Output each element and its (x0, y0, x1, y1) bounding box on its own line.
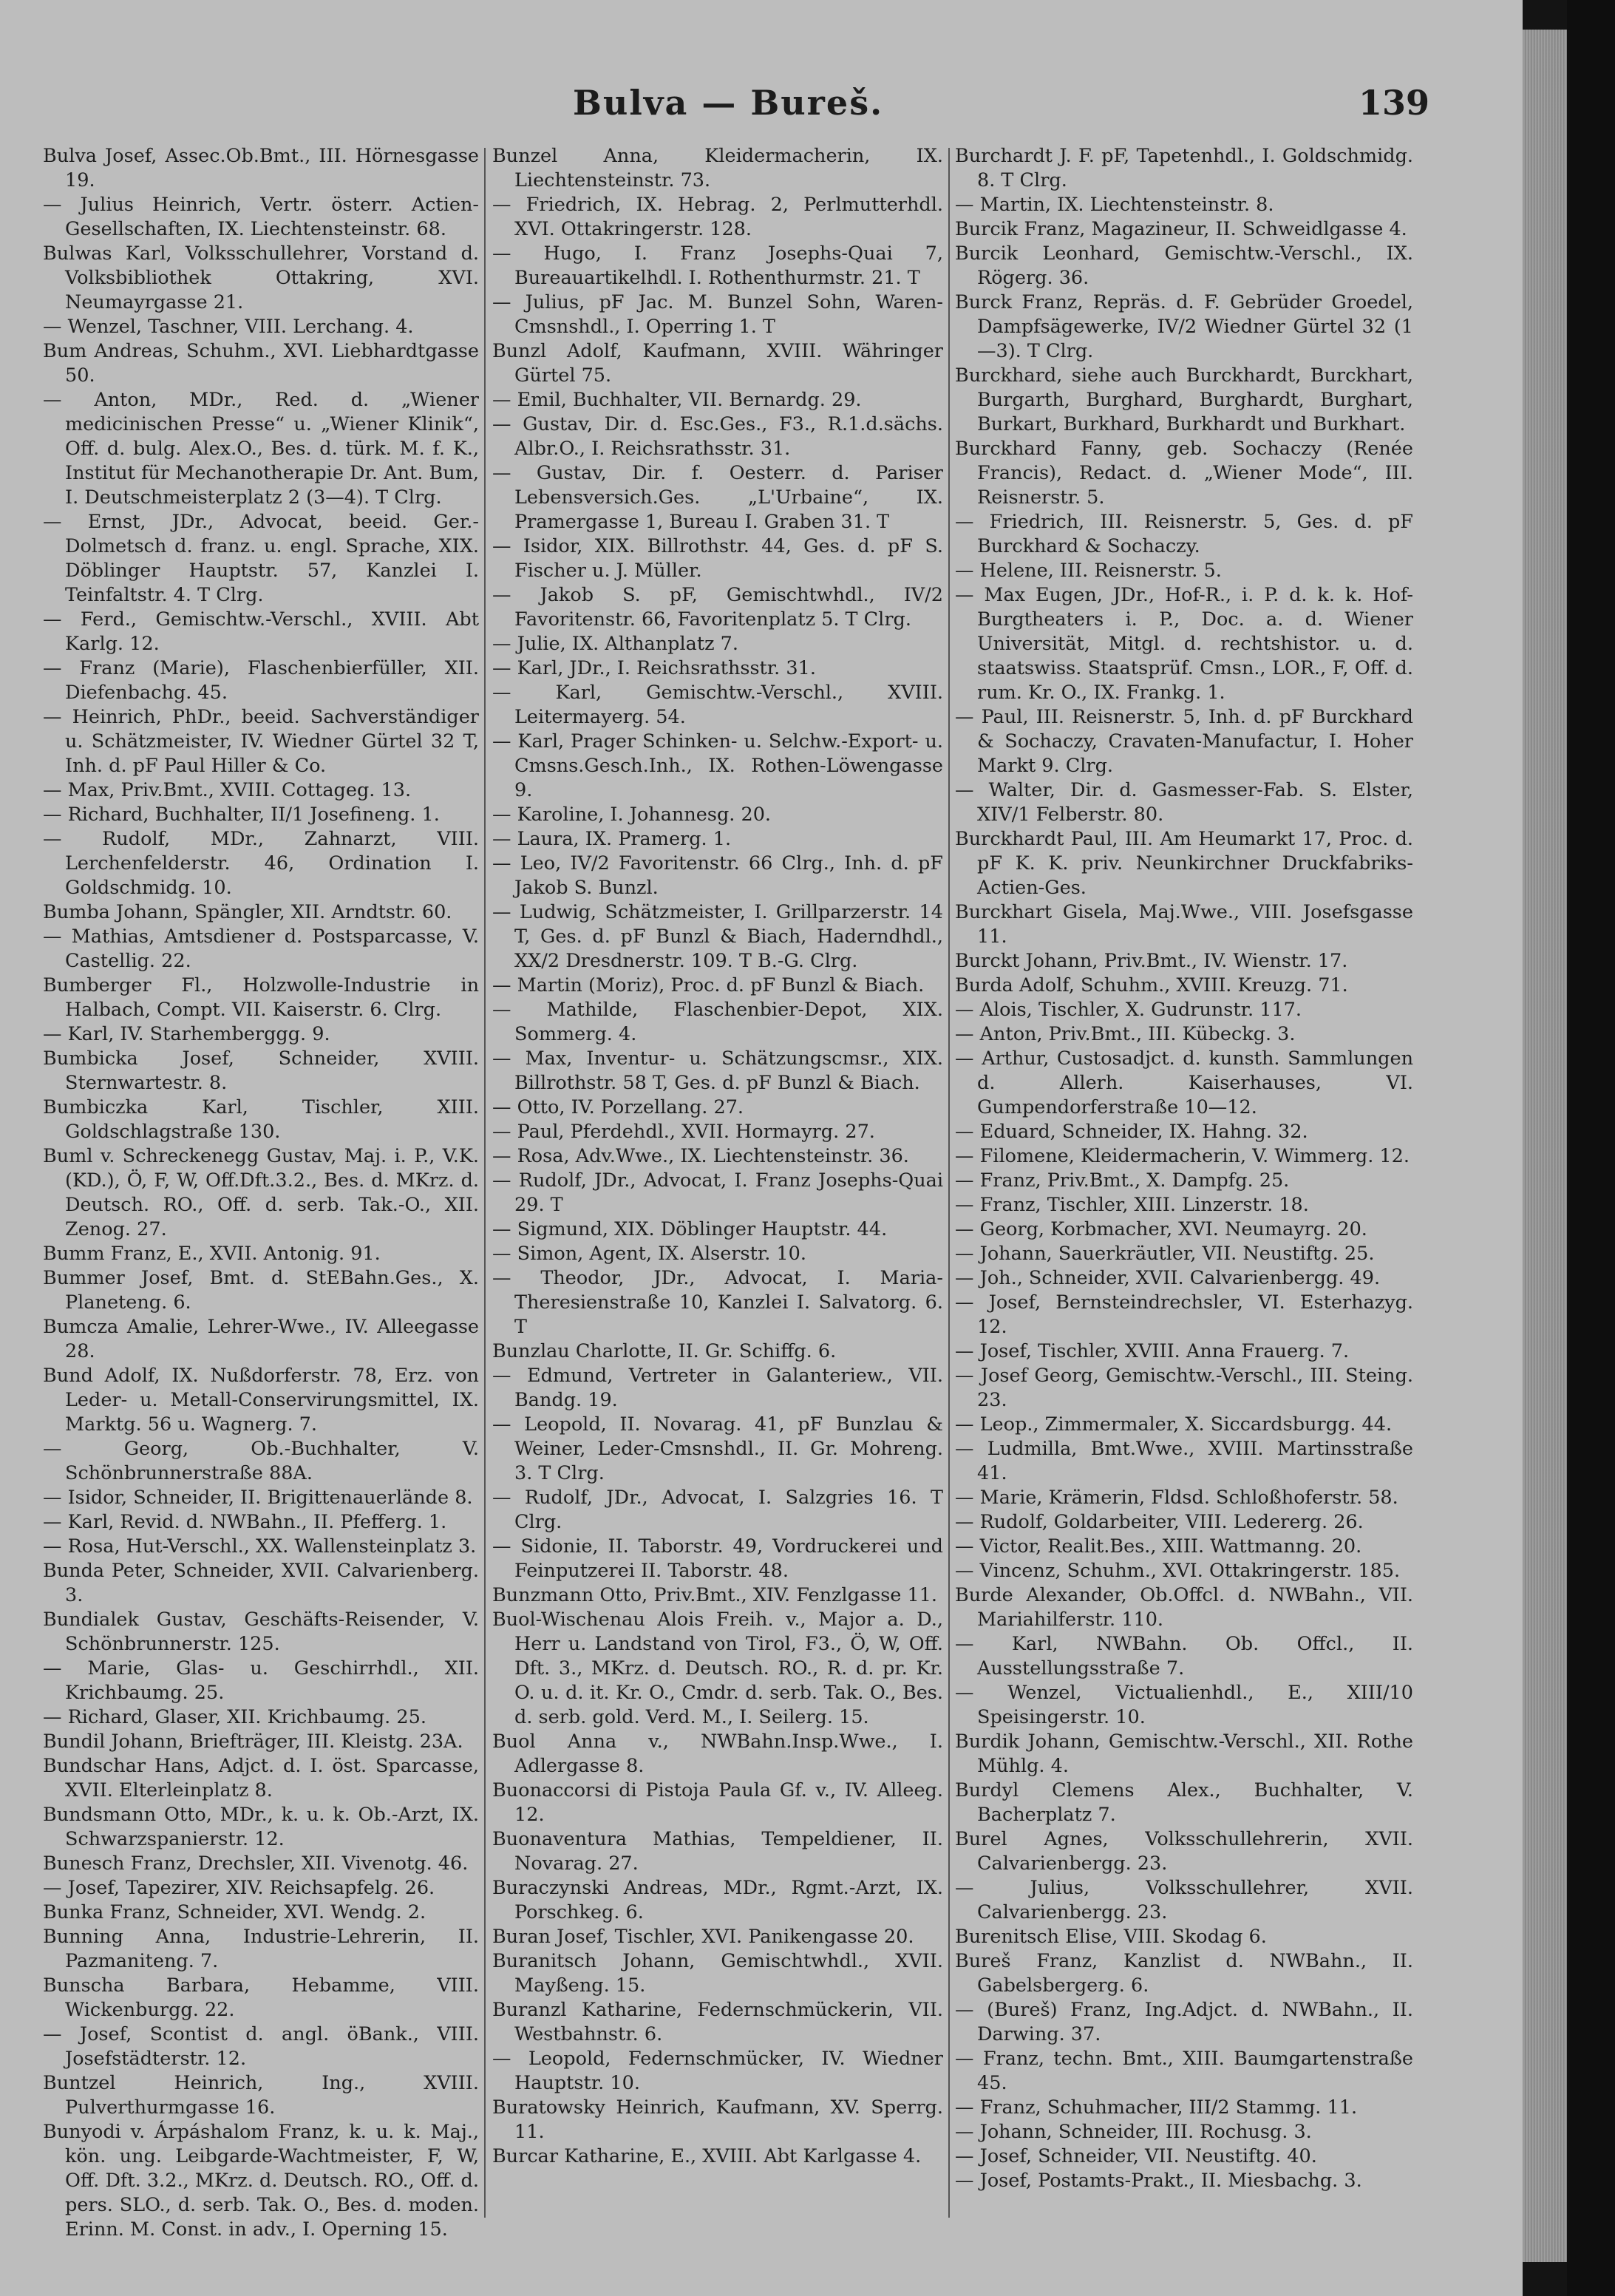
directory-entry: — Julie, IX. Althanplatz 7. (492, 633, 738, 655)
directory-entry: Bundschar Hans, Adjct. d. I. öst. Sparcasse, XVII. Elterleinplatz 8. (43, 1755, 479, 1801)
directory-entry: Burdik Johann, Gemischtw.-Verschl., XII. Rothe Mühlg. 4. (955, 1731, 1413, 1777)
directory-entry: — Mathias, Amtsdiener d. Postsparcasse, V. Castellig. 22. (43, 925, 479, 972)
directory-entry: — Josef, Postamts-Prakt., II. Miesbachg. 3. (955, 2170, 1362, 2192)
directory-entry: — Edmund, Vertreter in Galanteriew., VII. Bandg. 19. (492, 1365, 943, 1411)
directory-entry: — Rudolf, JDr., Advocat, I. Franz Josephs-Quai 29. T (492, 1169, 943, 1216)
directory-entry: — Leopold, Federnschmücker, IV. Wiedner Hauptstr. 10. (492, 2048, 943, 2094)
directory-entry: Bumbicka Josef, Schneider, XVIII. Sternwartestr. 8. (43, 1047, 479, 1094)
directory-entry: — Leopold, II. Novarag. 41, pF Bunzlau & Weiner, Leder-Cmsnshdl., II. Gr. Mohreng. 3. T Clrg. (492, 1413, 943, 1484)
directory-entry: — Rosa, Hut-Verschl., XX. Wallensteinplatz 3. (43, 1535, 477, 1558)
column-rule (948, 148, 950, 2218)
directory-entry: — Karl, Revid. d. NWBahn., II. Pfefferg. 1. (43, 1511, 447, 1533)
directory-entry: — Rudolf, MDr., Zahnarzt, VIII. Lerchenfelderstr. 46, Ordination I. Goldschmidg. 10. (43, 828, 479, 899)
directory-entry: — Simon, Agent, IX. Alserstr. 10. (492, 1243, 806, 1265)
directory-entry: — Rosa, Adv.Wwe., IX. Liechtensteinstr. 36. (492, 1145, 909, 1167)
directory-entry: — Anton, MDr., Red. d. „Wiener medicinischen Presse“ u. „Wiener Klinik“, Off. d. bulg. Alex.O., Bes. d. türk. M. f. K., Institut für Mechanotherapie Dr. Ant. Bum, I. Deutschmeisterplatz 2 (3—4). T Clrg. (43, 389, 479, 509)
directory-entry: — Martin, IX. Liechtensteinstr. 8. (955, 194, 1274, 216)
directory-entry: — Franz, Priv.Bmt., X. Dampfg. 25. (955, 1169, 1290, 1192)
directory-entry: Bum Andreas, Schuhm., XVI. Liebhardtgasse 50. (43, 340, 479, 387)
directory-entry: — Walter, Dir. d. Gasmesser-Fab. S. Elster, XIV/1 Felberstr. 80. (955, 779, 1413, 826)
directory-entry: Burel Agnes, Volksschullehrerin, XVII. Calvarienbergg. 23. (955, 1828, 1413, 1875)
directory-entry: — Eduard, Schneider, IX. Hahng. 32. (955, 1121, 1308, 1143)
directory-entry: — Karl, Prager Schinken- u. Selchw.-Export- u. Cmsns.Gesch.Inh., IX. Rothen-Löwengasse 9. (492, 730, 943, 801)
directory-entry: — Paul, Pferdehdl., XVII. Hormayrg. 27. (492, 1121, 875, 1143)
directory-entry: — Friedrich, IX. Hebrag. 2, Perlmutterhdl. XVI. Ottakringerstr. 128. (492, 194, 943, 240)
directory-entry: — Max Eugen, JDr., Hof-R., i. P. d. k. k. Hof-Burgtheaters i. P., Doc. a. d. Wiener Universität, Mitgl. d. rechtshistor. u. d. staatswiss. Staatsprüf. Cmsn., LOR., F, Off. d. rum. Kr. O., IX. Frankg. 1. (955, 584, 1413, 704)
directory-entry: — Richard, Glaser, XII. Krichbaumg. 25. (43, 1706, 426, 1728)
directory-entry: Burckhard Fanny, geb. Sochaczy (Renée Francis), Redact. d. „Wiener Mode“, III. Reisnerstr. 5. (955, 438, 1413, 509)
directory-entry: Bunka Franz, Schneider, XVI. Wendg. 2. (43, 1901, 426, 1923)
background-shadow (1567, 0, 1615, 2296)
directory-entry: — Richard, Buchhalter, II/1 Josefineng. 1. (43, 804, 440, 826)
directory-entry: Burcik Leonhard, Gemischtw.-Verschl., IX. Rögerg. 36. (955, 242, 1413, 289)
directory-entry: — Mathilde, Flaschenbier-Depot, XIX. Sommerg. 4. (492, 999, 943, 1045)
directory-entry: Bulva Josef, Assec.Ob.Bmt., III. Hörnesgasse 19. (43, 145, 479, 191)
directory-entry: — Martin (Moriz), Proc. d. pF Bunzl & Biach. (492, 974, 925, 996)
directory-entry: — Karoline, I. Johannesg. 20. (492, 804, 772, 826)
directory-entry: — Karl, IV. Starhemberggg. 9. (43, 1023, 330, 1045)
directory-entry: Bunyodi v. Árpáshalom Franz, k. u. k. Maj., kön. ung. Leibgarde-Wachtmeister, F, W, Off. Dft. 3.2., MKrz. d. Deutsch. RO., Off. d. pers. SLO., d. serb. Tak. O., Bes. d. moden. Erinn. M. Const. in adv., I. Operning 15. (43, 2121, 479, 2241)
directory-entry: Bumm Franz, E., XVII. Antonig. 91. (43, 1243, 381, 1265)
directory-entry: Bunzel Anna, Kleidermacherin, IX. Liechtensteinstr. 73. (492, 145, 943, 191)
page-number: 139 (1359, 83, 1430, 123)
directory-entry: Buratowsky Heinrich, Kaufmann, XV. Sperrg. 11. (492, 2096, 943, 2143)
directory-entry: Bundil Johann, Briefträger, III. Kleistg. 23A. (43, 1731, 463, 1753)
directory-entry: Buran Josef, Tischler, XVI. Panikengasse 20. (492, 1926, 914, 1948)
column-rule (484, 148, 486, 2218)
directory-entry: — Wenzel, Taschner, VIII. Lerchang. 4. (43, 316, 414, 338)
directory-entry: Burenitsch Elise, VIII. Skodag 6. (955, 1926, 1267, 1948)
directory-entry: — Alois, Tischler, X. Gudrunstr. 117. (955, 999, 1302, 1021)
directory-entry: — Victor, Realit.Bes., XIII. Wattmanng. 20. (955, 1535, 1362, 1558)
directory-entry: Bureš Franz, Kanzlist d. NWBahn., II. Gabelsbergerg. 6. (955, 1950, 1413, 1997)
directory-entry: Buol-Wischenau Alois Freih. v., Major a. D., Herr u. Landstand von Tirol, F3., Ö, W, Off. Dft. 3., MKrz. d. Deutsch. RO., R. d. pr. Kr. O. u. d. it. Kr. O., Cmdr. d. serb. Tak. O., Bes. d. serb. gold. Verd. M., I. Seilerg. 15. (492, 1609, 943, 1728)
directory-entry: Bundialek Gustav, Geschäfts-Reisender, V. Schönbrunnerstr. 125. (43, 1609, 479, 1655)
directory-entry: Bunesch Franz, Drechsler, XII. Vivenotg. 46. (43, 1852, 469, 1875)
directory-entry: — Leop., Zimmermaler, X. Siccardsburgg. 44. (955, 1413, 1393, 1436)
directory-entry: — Franz (Marie), Flaschenbierfüller, XII. Diefenbachg. 45. (43, 657, 479, 704)
directory-entry: Bunzlau Charlotte, II. Gr. Schiffg. 6. (492, 1340, 837, 1362)
directory-entry: Burcik Franz, Magazineur, II. Schweidlgasse 4. (955, 218, 1407, 240)
directory-entry: — Karl, JDr., I. Reichsrathsstr. 31. (492, 657, 816, 679)
directory-entry: Buonaccorsi di Pistoja Paula Gf. v., IV. Alleeg. 12. (492, 1779, 943, 1826)
directory-entry: — Franz, Schuhmacher, III/2 Stammg. 11. (955, 2096, 1358, 2119)
directory-entry: — Paul, III. Reisnerstr. 5, Inh. d. pF Burckhard & Sochaczy, Cravaten-Manufactur, I. Hoher Markt 9. Clrg. (955, 706, 1413, 777)
directory-entry: — Josef, Tapezirer, XIV. Reichsapfelg. 26. (43, 1877, 435, 1899)
directory-entry: — Emil, Buchhalter, VII. Bernardg. 29. (492, 389, 862, 411)
directory-entry: — Friedrich, III. Reisnerstr. 5, Ges. d. pF Burckhard & Sochaczy. (955, 511, 1413, 557)
directory-entry: — Rudolf, Goldarbeiter, VIII. Ledererg. 26. (955, 1511, 1364, 1533)
directory-entry: — Max, Priv.Bmt., XVIII. Cottageg. 13. (43, 779, 412, 801)
directory-entry: — Julius, pF Jac. M. Bunzel Sohn, Waren-Cmsnshdl., I. Operring 1. T (492, 291, 943, 338)
directory-entry: Bunzmann Otto, Priv.Bmt., XIV. Fenzlgasse 11. (492, 1584, 938, 1606)
directory-entry: — Franz, Tischler, XIII. Linzerstr. 18. (955, 1194, 1309, 1216)
directory-entry: — Josef Georg, Gemischtw.-Verschl., III. Steing. 23. (955, 1365, 1413, 1411)
directory-entry: Buraczynski Andreas, MDr., Rgmt.-Arzt, IX. Porschkeg. 6. (492, 1877, 943, 1923)
directory-entry: — Josef, Schneider, VII. Neustiftg. 40. (955, 2145, 1317, 2167)
directory-entry: — Josef, Tischler, XVIII. Anna Frauerg. 7. (955, 1340, 1350, 1362)
directory-entry: Burchardt J. F. pF, Tapetenhdl., I. Goldschmidg. 8. T Clrg. (955, 145, 1413, 191)
directory-entry: Burck Franz, Repräs. d. F. Gebrüder Groedel, Dampfsägewerke, IV/2 Wiedner Gürtel 32 (1—3). T Clrg. (955, 291, 1413, 362)
directory-entry: — Sigmund, XIX. Döblinger Hauptstr. 44. (492, 1218, 888, 1240)
directory-entry: — Filomene, Kleidermacherin, V. Wimmerg. 12. (955, 1145, 1410, 1167)
directory-entry: Bund Adolf, IX. Nußdorferstr. 78, Erz. von Leder- u. Metall-Conservirungsmittel, IX. Marktg. 56 u. Wagnerg. 7. (43, 1365, 479, 1436)
column-2 (492, 144, 943, 2266)
directory-entry: Bunning Anna, Industrie-Lehrerin, II. Pazmaniteng. 7. (43, 1926, 479, 1972)
directory-entry: Buml v. Schreckenegg Gustav, Maj. i. P., V.K. (KD.), Ö, F, W, Off.Dft.3.2., Bes. d. MKrz. d. Deutsch. RO., Off. d. serb. Tak.-O., XII. Zenog. 27. (43, 1145, 479, 1240)
directory-entry: — Max, Inventur- u. Schätzungscmsr., XIX. Billrothstr. 58 T, Ges. d. pF Bunzl & Biach. (492, 1047, 943, 1094)
directory-entry: — Ludmilla, Bmt.Wwe., XVIII. Martinsstraße 41. (955, 1438, 1413, 1484)
directory-entry: Bumbiczka Karl, Tischler, XIII. Goldschlagstraße 130. (43, 1096, 479, 1143)
directory-entry: — Anton, Priv.Bmt., III. Kübeckg. 3. (955, 1023, 1296, 1045)
directory-entry: Burdyl Clemens Alex., Buchhalter, V. Bacherplatz 7. (955, 1779, 1413, 1826)
directory-entry: Bundsmann Otto, MDr., k. u. k. Ob.-Arzt, IX. Schwarzspanierstr. 12. (43, 1804, 479, 1850)
directory-entry: — Josef, Bernsteindrechsler, VI. Esterhazyg. 12. (955, 1291, 1413, 1338)
directory-entry: — Marie, Krämerin, Fldsd. Schloßhoferstr. 58. (955, 1487, 1398, 1509)
directory-entry: Burckhart Gisela, Maj.Wwe., VIII. Josefsgasse 11. (955, 901, 1413, 948)
directory-entry: — Laura, IX. Pramerg. 1. (492, 828, 732, 850)
directory-entry: Burckt Johann, Priv.Bmt., IV. Wienstr. 17. (955, 950, 1348, 972)
directory-entry: — Franz, techn. Bmt., XIII. Baumgartenstraße 45. (955, 2048, 1413, 2094)
directory-entry: — Sidonie, II. Taborstr. 49, Vordruckerei und Feinputzerei II. Taborstr. 48. (492, 1535, 943, 1582)
directory-entry: — Julius, Volksschullehrer, XVII. Calvarienbergg. 23. (955, 1877, 1413, 1923)
directory-entry: Bumberger Fl., Holzwolle-Industrie in Halbach, Compt. VII. Kaiserstr. 6. Clrg. (43, 974, 479, 1021)
directory-entry: — Marie, Glas- u. Geschirrhdl., XII. Krichbaumg. 25. (43, 1657, 479, 1704)
directory-entry: Burcar Katharine, E., XVIII. Abt Karlgasse 4. (492, 2145, 922, 2167)
directory-entry: — Georg, Ob.-Buchhalter, V. Schönbrunnerstraße 88A. (43, 1438, 479, 1484)
directory-entry: — Vincenz, Schuhm., XVI. Ottakringerstr. 185. (955, 1560, 1401, 1582)
directory-entry: — Karl, NWBahn. Ob. Offcl., II. Ausstellungsstraße 7. (955, 1633, 1413, 1679)
directory-entry: — Josef, Scontist d. angl. öBank., VIII. Josefstädterstr. 12. (43, 2023, 479, 2070)
directory-entry: — Gustav, Dir. f. Oesterr. d. Pariser Lebensversich.Ges. „L'Urbaine“, IX. Pramergasse 1, Bureau I. Graben 31. T (492, 462, 943, 533)
directory-entry: — Ferd., Gemischtw.-Verschl., XVIII. Abt Karlg. 12. (43, 608, 479, 655)
directory-entry: Bummer Josef, Bmt. d. StEBahn.Ges., X. Planeteng. 6. (43, 1267, 479, 1314)
directory-entry: — Ludwig, Schätzmeister, I. Grillparzerstr. 14 T, Ges. d. pF Bunzl & Biach, Haderndhdl., XX/2 Dresdnerstr. 109. T B.-G. Clrg. (492, 901, 943, 972)
directory-entry: Bunscha Barbara, Hebamme, VIII. Wickenburgg. 22. (43, 1974, 479, 2021)
directory-entry: — Otto, IV. Porzellang. 27. (492, 1096, 744, 1118)
directory-entry: — (Bureš) Franz, Ing.Adjct. d. NWBahn., II. Darwing. 37. (955, 1999, 1413, 2045)
directory-entry: Buntzel Heinrich, Ing., XVIII. Pulverthurmgasse 16. (43, 2072, 479, 2119)
column-3 (955, 144, 1413, 2266)
directory-entry: — Karl, Gemischtw.-Verschl., XVIII. Leitermayerg. 54. (492, 682, 943, 728)
directory-entry: — Ernst, JDr., Advocat, beeid. Ger.-Dolmetsch d. franz. u. engl. Sprache, XIX. Döblinger Hauptstr. 57, Kanzlei I. Teinfaltstr. 4. T Clrg. (43, 511, 479, 606)
running-head: Bulva — Bureš. (573, 83, 884, 123)
directory-entry: — Hugo, I. Franz Josephs-Quai 7, Bureauartikelhdl. I. Rothenthurmstr. 21. T (492, 242, 943, 289)
directory-entry: Burckhard, siehe auch Burckhardt, Burckhart, Burgarth, Burghard, Burghardt, Burghart, Burkart, Burkhard, Burkhardt und Burkhart. (955, 364, 1413, 435)
directory-entry: — Johann, Sauerkräutler, VII. Neustiftg. 25. (955, 1243, 1375, 1265)
directory-entry: Burda Adolf, Schuhm., XVIII. Kreuzg. 71. (955, 974, 1348, 996)
directory-entry: Bunda Peter, Schneider, XVII. Calvarienberg. 3. (43, 1560, 479, 1606)
directory-entry: Buonaventura Mathias, Tempeldiener, II. Novarag. 27. (492, 1828, 943, 1875)
directory-entry: — Isidor, XIX. Billrothstr. 44, Ges. d. pF S. Fischer u. J. Müller. (492, 535, 943, 582)
directory-entry: — Joh., Schneider, XVII. Calvarienbergg. 49. (955, 1267, 1381, 1289)
directory-entry: — Julius Heinrich, Vertr. österr. Actien-Gesellschaften, IX. Liechtensteinstr. 68. (43, 194, 479, 240)
directory-entry: — Arthur, Custosadjct. d. kunsth. Sammlungen d. Allerh. Kaiserhauses, VI. Gumpendorferstraße 10—12. (955, 1047, 1413, 1118)
directory-entry: — Isidor, Schneider, II. Brigittenauerlände 8. (43, 1487, 473, 1509)
directory-entry: Buranzl Katharine, Federnschmückerin, VII. Westbahnstr. 6. (492, 1999, 943, 2045)
directory-entry: Bumcza Amalie, Lehrer-Wwe., IV. Alleegasse 28. (43, 1316, 479, 1362)
directory-entry: — Helene, III. Reisnerstr. 5. (955, 560, 1222, 582)
directory-entry: — Johann, Schneider, III. Rochusg. 3. (955, 2121, 1312, 2143)
directory-entry: — Jakob S. pF, Gemischtwhdl., IV/2 Favoritenstr. 66, Favoritenplatz 5. T Clrg. (492, 584, 943, 631)
column-1 (43, 144, 479, 2266)
page-header (0, 83, 1523, 135)
directory-entry: Bulwas Karl, Volksschullehrer, Vorstand d. Volksbibliothek Ottakring, XVI. Neumayrgasse 21. (43, 242, 479, 313)
directory-entry: Bunzl Adolf, Kaufmann, XVIII. Währinger Gürtel 75. (492, 340, 943, 387)
directory-entry: — Georg, Korbmacher, XVI. Neumayrg. 20. (955, 1218, 1367, 1240)
directory-entry: — Theodor, JDr., Advocat, I. Maria-Theresienstraße 10, Kanzlei I. Salvatorg. 6. T (492, 1267, 943, 1338)
directory-entry: Bumba Johann, Spängler, XII. Arndtstr. 60. (43, 901, 452, 923)
directory-entry: Buranitsch Johann, Gemischtwhdl., XVII. Mayßeng. 15. (492, 1950, 943, 1997)
directory-entry: Burde Alexander, Ob.Offcl. d. NWBahn., VII. Mariahilferstr. 110. (955, 1584, 1413, 1631)
directory-entry: — Wenzel, Victualienhdl., E., XIII/10 Speisingerstr. 10. (955, 1682, 1413, 1728)
directory-entry: Buol Anna v., NWBahn.Insp.Wwe., I. Adlergasse 8. (492, 1731, 943, 1777)
directory-entry: Burckhardt Paul, III. Am Heumarkt 17, Proc. d. pF K. K. priv. Neunkirchner Druckfabriks-Actien-Ges. (955, 828, 1413, 899)
directory-entry: — Heinrich, PhDr., beeid. Sachverständiger u. Schätzmeister, IV. Wiedner Gürtel 32 T, Inh. d. pF Paul Hiller & Co. (43, 706, 479, 777)
directory-entry: — Rudolf, JDr., Advocat, I. Salzgries 16. T Clrg. (492, 1487, 943, 1533)
directory-entry: — Leo, IV/2 Favoritenstr. 66 Clrg., Inh. d. pF Jakob S. Bunzl. (492, 852, 943, 899)
directory-entry: — Gustav, Dir. d. Esc.Ges., F3., R.1.d.sächs. Albr.O., I. Reichsrathsstr. 31. (492, 413, 943, 460)
